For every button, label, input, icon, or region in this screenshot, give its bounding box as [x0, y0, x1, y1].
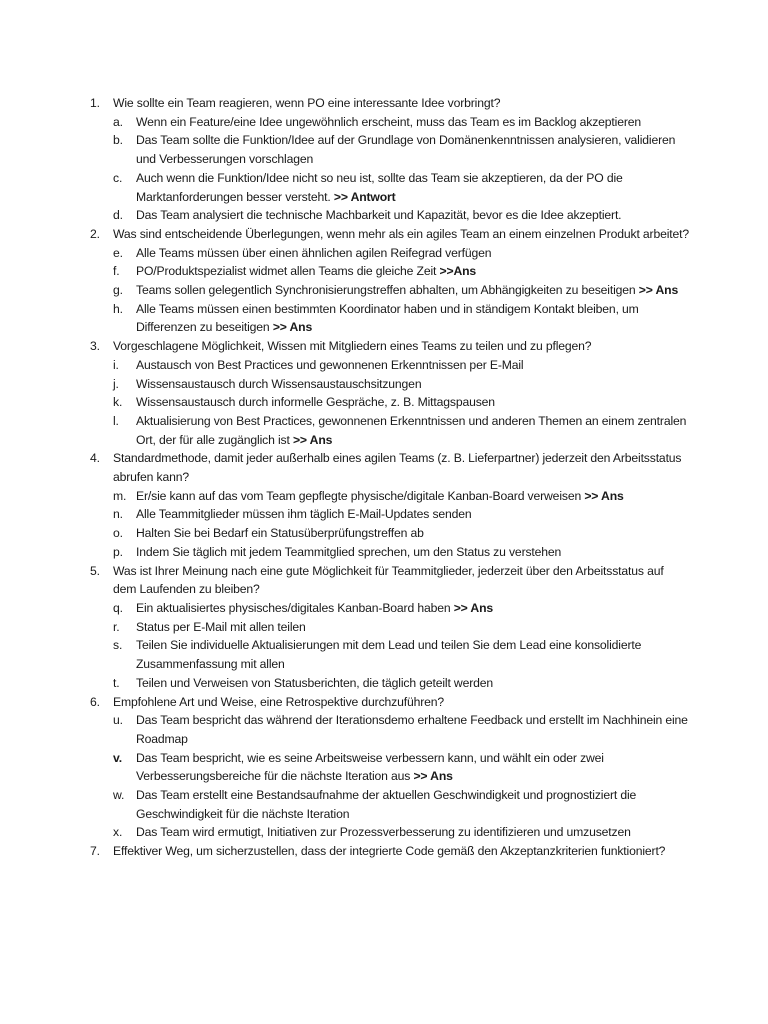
option-text: Ein aktualisiertes physisches/digitales Kanban-Board haben: [136, 600, 451, 615]
option-list: [90, 356, 690, 450]
option-letter: n.: [113, 507, 123, 522]
question-number: 7.: [90, 844, 100, 859]
option-letter: i.: [113, 357, 119, 372]
option-text: Teilen Sie individuelle Aktualisierungen mit dem Lead und teilen Sie dem Lead eine konsolidierte Zusammenfassung mit allen: [136, 638, 642, 672]
option-item: [90, 412, 690, 449]
option-letter: u.: [113, 713, 123, 728]
option-item: [90, 131, 690, 168]
option-letter: x.: [113, 825, 123, 840]
question-2: [90, 225, 690, 244]
question-number: 6.: [90, 694, 100, 709]
option-letter: a.: [113, 114, 123, 129]
option-text: Das Team wird ermutigt, Initiativen zur Prozessverbesserung zu identifizieren und umzusetzen: [136, 825, 631, 840]
option-letter: d.: [113, 208, 123, 223]
option-letter: k.: [113, 395, 123, 410]
option-item: [90, 524, 690, 543]
option-text: Alle Teammitglieder müssen ihm täglich E-Mail-Updates senden: [136, 507, 472, 522]
option-letter: l.: [113, 413, 119, 428]
answer-marker: >> Ans: [413, 769, 453, 784]
option-item: [90, 543, 690, 562]
option-item: [90, 599, 690, 618]
option-list: [90, 113, 690, 225]
option-text: Aktualisierung von Best Practices, gewonnenen Erkenntnissen und anderen Themen an einem zentralen Ort, der für alle zugänglich ist: [136, 413, 687, 447]
option-text: Teilen und Verweisen von Statusberichten, die täglich geteilt werden: [136, 675, 494, 690]
question-6: [90, 693, 690, 712]
option-list: [90, 487, 690, 562]
option-text: Das Team bespricht das während der Iterationsdemo erhaltene Feedback und erstellt im Nachhinein eine Roadmap: [136, 713, 688, 746]
question-1: [90, 94, 690, 113]
option-item: [90, 636, 690, 673]
question-text: Empfohlene Art und Weise, eine Retrospektive durchzuführen?: [113, 694, 445, 709]
option-item: [90, 393, 690, 412]
option-text: Das Team sollte die Funktion/Idee auf der Grundlage von Domänenkenntnissen analysieren, validieren und Verbesserungen vorschlagen: [136, 133, 676, 167]
option-letter: e.: [113, 245, 123, 260]
option-item: [90, 244, 690, 263]
question-number: 4.: [90, 451, 100, 466]
option-item: [90, 356, 690, 375]
option-text: Das Team analysiert die technische Machbarkeit und Kapazität, bevor es die Idee akzeptiert.: [136, 208, 622, 223]
question-number: 1.: [90, 96, 100, 110]
option-letter: j.: [113, 376, 119, 391]
option-list: [90, 599, 690, 693]
option-text: Alle Teams müssen einen bestimmten Koordinator haben und in ständigem Kontakt bleiben, um Differenzen zu beseitigen: [136, 301, 639, 335]
question-7: [90, 842, 690, 861]
question-text: Was sind entscheidende Überlegungen, wenn mehr als ein agiles Team an einem einzelnen Produkt arbeitet?: [113, 226, 690, 241]
option-letter: p.: [113, 544, 123, 559]
option-list: [90, 244, 690, 338]
option-text: Status per E-Mail mit allen teilen: [136, 619, 306, 634]
option-text: Halten Sie bei Bedarf ein Statusüberprüfungstreffen ab: [136, 526, 424, 541]
answer-marker: >>Ans: [439, 264, 477, 279]
answer-marker: >> Ans: [272, 320, 313, 335]
answer-marker: >> Ans: [292, 432, 333, 447]
question-5: [90, 562, 690, 599]
option-item: [90, 618, 690, 637]
option-item: [90, 823, 690, 842]
option-letter: h.: [113, 301, 123, 316]
option-letter: o.: [113, 526, 123, 541]
question-text: Was ist Ihrer Meinung nach eine gute Möglichkeit für Teammitglieder, jederzeit über den Arbeitsstatus auf dem Laufenden zu bleiben?: [113, 563, 664, 597]
option-text: Teams sollen gelegentlich Synchronisierungstreffen abhalten, um Abhängigkeiten zu beseitigen: [136, 283, 636, 298]
question-text: Vorgeschlagene Möglichkeit, Wissen mit Mitgliedern eines Teams zu teilen und zu pflegen?: [113, 339, 592, 354]
question-3: [90, 337, 690, 356]
answer-marker: >> Ans: [638, 283, 679, 298]
option-text: Wenn ein Feature/eine Idee ungewöhnlich erscheint, muss das Team es im Backlog akzeptieren: [136, 114, 641, 129]
option-letter: s.: [113, 638, 123, 653]
option-text: Auch wenn die Funktion/Idee nicht so neu ist, sollte das Team sie akzeptieren, da der PO die Marktanforderungen besser versteht.: [136, 170, 623, 204]
option-text: Indem Sie täglich mit jedem Teammitglied sprechen, um den Status zu verstehen: [136, 544, 562, 559]
question-text: Wie sollte ein Team reagieren, wenn PO eine interessante Idee vorbringt?: [113, 96, 501, 110]
option-letter: r.: [113, 619, 120, 634]
option-text: Er/sie kann auf das vom Team gepflegte physische/digitale Kanban-Board verweisen: [136, 488, 582, 503]
option-letter: g.: [113, 283, 123, 298]
option-text: Das Team bespricht, wie es seine Arbeitsweise verbessern kann, und wählt ein oder zwei Verbesserungsbereiche für die nächste Iteration aus: [136, 750, 604, 784]
option-text: Austausch von Best Practices und gewonnenen Erkenntnissen per E-Mail: [136, 357, 524, 372]
option-letter: q.: [113, 600, 123, 615]
option-text: Das Team erstellt eine Bestandsaufnahme der aktuellen Geschwindigkeit und prognostiziert die Geschwindigkeit für die nächste Iteration: [136, 788, 637, 821]
option-letter: f.: [113, 264, 120, 279]
option-item: [90, 262, 690, 281]
option-item: [90, 487, 690, 506]
question-text: Standardmethode, damit jeder außerhalb eines agilen Teams (z. B. Lieferpartner) jederzeit den Arbeitsstatus abrufen kann?: [113, 451, 682, 485]
option-list: [90, 711, 690, 842]
option-letter: c.: [113, 170, 123, 185]
question-text: Effektiver Weg, um sicherzustellen, dass der integrierte Code gemäß den Akzeptanzkriterien funktioniert?: [113, 844, 666, 859]
answer-marker: >> Ans: [453, 600, 494, 615]
option-letter: v.: [113, 750, 122, 765]
option-text: Wissensaustausch durch Wissensaustauschsitzungen: [136, 376, 422, 391]
option-item: [90, 711, 690, 748]
option-item: [90, 786, 690, 823]
document-body: [90, 94, 690, 861]
question-number: 5.: [90, 563, 100, 578]
question-number: 2.: [90, 226, 100, 241]
option-item: [90, 749, 690, 786]
option-item: [90, 300, 690, 337]
option-text: PO/Produktspezialist widmet allen Teams die gleiche Zeit: [136, 264, 437, 279]
option-item: [90, 206, 690, 225]
question-number: 3.: [90, 339, 100, 354]
option-item: [90, 169, 690, 206]
option-letter: t.: [113, 675, 120, 690]
answer-marker: >> Antwort: [333, 189, 396, 204]
option-item: [90, 281, 690, 300]
option-item: [90, 505, 690, 524]
option-letter: m.: [113, 488, 127, 503]
option-text: Wissensaustausch durch informelle Gespräche, z. B. Mittagspausen: [136, 395, 495, 410]
option-item: [90, 113, 690, 132]
answer-marker: >> Ans: [584, 488, 624, 503]
option-letter: w.: [113, 788, 125, 803]
option-item: [90, 375, 690, 394]
option-item: [90, 674, 690, 693]
option-text: Alle Teams müssen über einen ähnlichen agilen Reifegrad verfügen: [136, 245, 492, 260]
question-4: [90, 449, 690, 486]
option-letter: b.: [113, 133, 123, 148]
